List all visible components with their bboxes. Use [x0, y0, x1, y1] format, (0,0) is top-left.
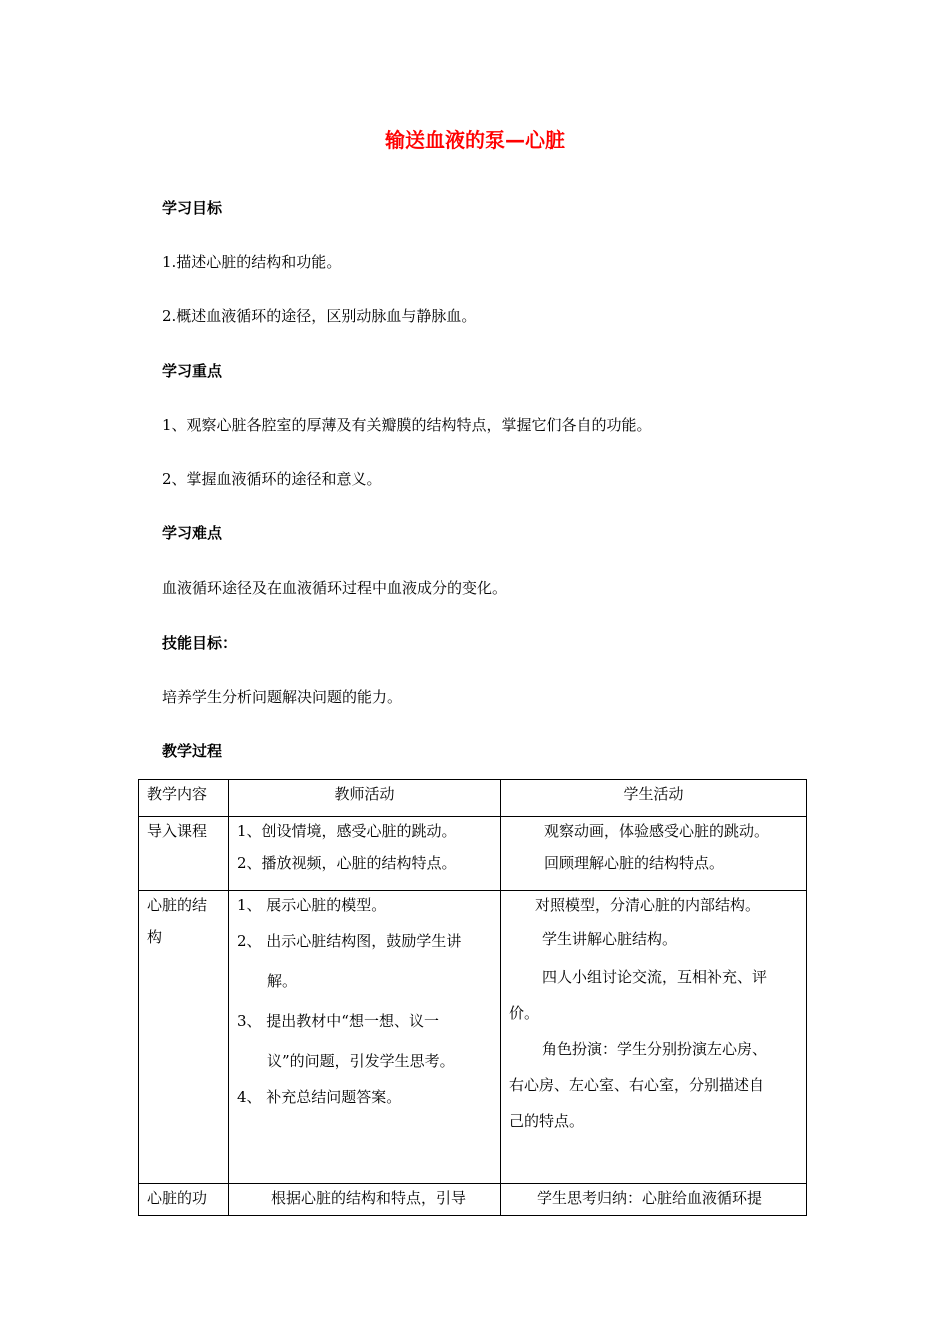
- row-2-teacher-line-2: 2、 出示心脏结构图，鼓励学生讲: [237, 932, 462, 950]
- key-point-item-2: 2、掌握血液循环的途径和意义。: [162, 470, 382, 488]
- row-1-student-line-2: 回顾理解心脏的结构特点。: [544, 854, 725, 872]
- header-teacher-label: 教师活动: [334, 785, 395, 803]
- row-2-student-line-2: 学生讲解心脏结构。: [542, 930, 678, 948]
- row-2-teacher-line-3: 解。: [267, 972, 298, 990]
- row-3-teacher-line: 根据心脏的结构和特点，引导: [271, 1189, 467, 1207]
- header-content: [139, 780, 229, 817]
- document-title: 输送血液的泵—心脏: [385, 128, 565, 152]
- row-2-student-line-1: 对照模型，分清心脏的内部结构。: [535, 896, 761, 914]
- objectives-heading: 学习目标: [162, 199, 223, 217]
- row-3-content-line: 心脏的功: [147, 1189, 208, 1207]
- header-content-label: 教学内容: [147, 785, 208, 803]
- row-2-content-line-2: 构: [147, 928, 163, 946]
- row-2-teacher-line-6: 4、 补充总结问题答案。: [237, 1088, 402, 1106]
- key-point-item-1: 1、观察心脏各腔室的厚薄及有关瓣膜的结构特点，掌握它们各自的功能。: [162, 416, 652, 434]
- table-row: [139, 891, 807, 1184]
- row-1-teacher-line-1: 1、创设情境，感受心脏的跳动。: [237, 822, 457, 840]
- row-3-student-line: 学生思考归纳：心脏给血液循环提: [537, 1189, 763, 1207]
- table-row: [139, 817, 807, 891]
- row-2-student: [501, 891, 807, 1184]
- skills-text: 培养学生分析问题解决问题的能力。: [162, 688, 403, 706]
- row-3-student: [501, 1184, 807, 1216]
- row-2-student-line-4: 价。: [509, 1004, 540, 1022]
- objective-item-2: 2.概述血液循环的途径，区别动脉血与静脉血。: [162, 307, 477, 325]
- table-header-row: [139, 780, 807, 817]
- row-3-content: [139, 1184, 229, 1216]
- table-row: [139, 1184, 807, 1216]
- objective-item-1: 1.描述心脏的结构和功能。: [162, 253, 342, 271]
- header-teacher: [229, 780, 501, 817]
- row-1-student-line-1: 观察动画，体验感受心脏的跳动。: [544, 822, 770, 840]
- row-1-content-line: 导入课程: [147, 822, 208, 840]
- row-2-teacher: [229, 891, 501, 1184]
- row-2-teacher-line-1: 1、 展示心脏的模型。: [237, 896, 387, 914]
- row-1-teacher-line-2: 2、播放视频，心脏的结构特点。: [237, 854, 457, 872]
- row-2-teacher-line-4: 3、 提出教材中“想一想、议一: [237, 1012, 439, 1030]
- row-2-content: [139, 891, 229, 1184]
- row-3-teacher: [229, 1184, 501, 1216]
- process-heading: 教学过程: [162, 742, 223, 760]
- row-2-student-line-7: 己的特点。: [509, 1112, 585, 1130]
- teaching-process-table: [138, 779, 807, 1216]
- row-2-student-line-3: 四人小组讨论交流，互相补充、评: [542, 968, 768, 986]
- difficulties-heading: 学习难点: [162, 524, 223, 542]
- key-points-heading: 学习重点: [162, 362, 223, 380]
- row-2-teacher-line-5: 议”的问题，引发学生思考。: [267, 1052, 455, 1070]
- header-student-label: 学生活动: [623, 785, 684, 803]
- difficulties-text: 血液循环途径及在血液循环过程中血液成分的变化。: [162, 579, 508, 597]
- row-2-content-line-1: 心脏的结: [147, 896, 208, 914]
- skills-heading: 技能目标：: [162, 634, 238, 652]
- header-student: [501, 780, 807, 817]
- row-2-student-line-6: 右心房、左心室、右心室，分别描述自: [509, 1076, 765, 1094]
- row-2-student-line-5: 角色扮演：学生分别扮演左心房、: [542, 1040, 768, 1058]
- row-1-teacher: [229, 817, 501, 891]
- row-1-student: [501, 817, 807, 891]
- row-1-content: [139, 817, 229, 891]
